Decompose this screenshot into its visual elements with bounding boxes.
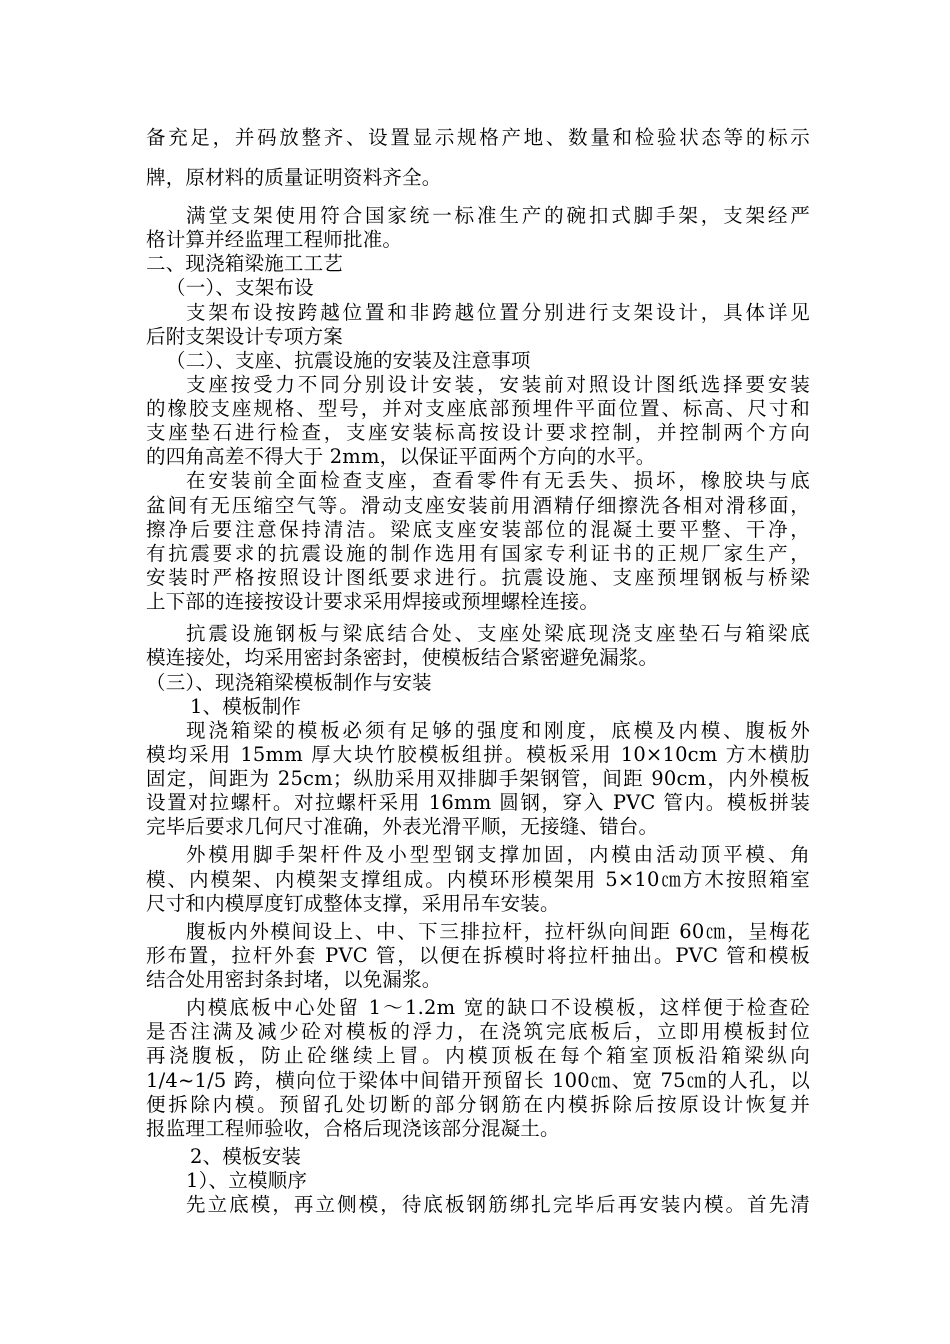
paragraph-line: 便拆除内模。预留孔处切断的部分钢筋在内模拆除后按原设计恢复并 [146,1093,810,1116]
paragraph-line: 的橡胶支座规格、型号，并对支座底部预埋件平面位置、标高、尺寸和 [146,397,810,420]
paragraph-line: 现浇箱梁的模板必须有足够的强度和刚度，底模及内模、腹板外 [186,719,810,742]
paragraph-line: 再浇腹板，防止砼继续上冒。内模顶板在每个箱室顶板沿箱梁纵向 [146,1044,810,1067]
paragraph-line: 报监理工程师验收，合格后现浇该部分混凝土。 [146,1117,560,1140]
paragraph-line: 有抗震要求的抗震设施的制作选用有国家专利证书的正规厂家生产， [146,542,810,565]
paragraph-line: 外模用脚手架杆件及小型型钢支撑加固，内模由活动顶平模、角 [186,843,810,866]
paragraph-line: 在安装前全面检查支座，查看零件有无丢失、损坏，橡胶块与底 [186,469,810,492]
subsection-heading: （三）、现浇箱梁模板制作与安装 [146,671,432,694]
paragraph-line: 上下部的连接按设计要求采用焊接或预埋螺栓连接。 [146,590,600,613]
paragraph-line: 完毕后要求几何尺寸准确，外表光滑平顺，无接缝、错台。 [146,815,659,838]
paragraph-line: 支座垫石进行检查，支座安装标高按设计要求控制，并控制两个方向 [146,421,810,444]
paragraph-line: 牌，原材料的质量证明资料齐全。 [146,166,442,189]
paragraph-line: 形布置，拉杆外套 PVC 管，以便在拆模时将拉杆抽出。PVC 管和模板 [146,944,810,967]
paragraph-line: 模、内模架、内模架支撑组成。内模环形模架用 5×10㎝方木按照箱室 [146,868,810,891]
paragraph-line: 安装时严格按照设计图纸要求进行。抗震设施、支座预埋钢板与桥梁 [146,566,810,589]
paragraph-line: 备充足，并码放整齐、设置显示规格产地、数量和检验状态等的标示 [146,126,810,149]
paragraph-line: 的四角高差不得大于 2mm，以保证平面两个方向的水平。 [146,445,656,468]
paragraph-line: 格计算并经监理工程师批准。 [146,228,403,251]
paragraph-line: 模连接处，均采用密封条密封，使模板结合紧密避免漏浆。 [146,646,659,669]
item-heading: 1、模板制作 [190,695,302,718]
paragraph-line: 支架布设按跨越位置和非跨越位置分别进行支架设计，具体详见 [186,301,810,324]
item-heading: 2、模板安装 [190,1145,302,1168]
paragraph-line: 模均采用 15mm 厚大块竹胶模板组拼。模板采用 10×10cm 方木横肋 [146,743,810,766]
paragraph-line: 尺寸和内模厚度钉成整体支撑，采用吊车安装。 [146,892,560,915]
paragraph-line: 擦净后要注意保持清洁。梁底支座安装部位的混凝土要平整、干净， [146,518,810,541]
subsection-heading: （二）、支座、抗震设施的安装及注意事项 [166,349,531,372]
paragraph-line: 支座按受力不同分别设计安装，安装前对照设计图纸选择要安装 [186,373,810,396]
paragraph-line: 1/4~1/5 跨，横向位于梁体中间错开预留长 100㎝、宽 75㎝的人孔，以 [146,1069,810,1092]
paragraph-line: 结合处用密封条封堵，以免漏浆。 [146,968,442,991]
paragraph-line: 盆间有无压缩空气等。滑动支座安装前用酒精仔细擦洗各相对滑移面， [146,494,810,517]
paragraph-line: 设置对拉螺杆。对拉螺杆采用 16mm 圆钢，穿入 PVC 管内。模板拼装 [146,791,810,814]
paragraph-line: 固定，间距为 25cm；纵肋采用双排脚手架钢管，间距 90cm，内外模板 [146,767,810,790]
subsection-heading: （一）、支架布设 [166,276,314,299]
paragraph-line: 腹板内外模间设上、中、下三排拉杆，拉杆纵向间距 60㎝，呈梅花 [186,920,810,943]
paragraph-line: 满堂支架使用符合国家统一标准生产的碗扣式脚手架，支架经严 [186,204,810,227]
section-heading: 二、现浇箱梁施工工艺 [146,252,344,275]
item-heading: 1）、立模顺序 [186,1169,308,1192]
paragraph-line: 抗震设施钢板与梁底结合处、支座处梁底现浇支座垫石与箱梁底 [186,622,810,645]
paragraph-line: 后附支架设计专项方案 [146,325,344,348]
paragraph-line: 内模底板中心处留 1～1.2m 宽的缺口不设模板，这样便于检查砼 [186,996,810,1019]
paragraph-line: 先立底模，再立侧模，待底板钢筋绑扎完毕后再安装内模。首先清 [186,1193,810,1216]
paragraph-line: 是否注满及减少砼对模板的浮力，在浇筑完底板后，立即用模板封位 [146,1020,810,1043]
